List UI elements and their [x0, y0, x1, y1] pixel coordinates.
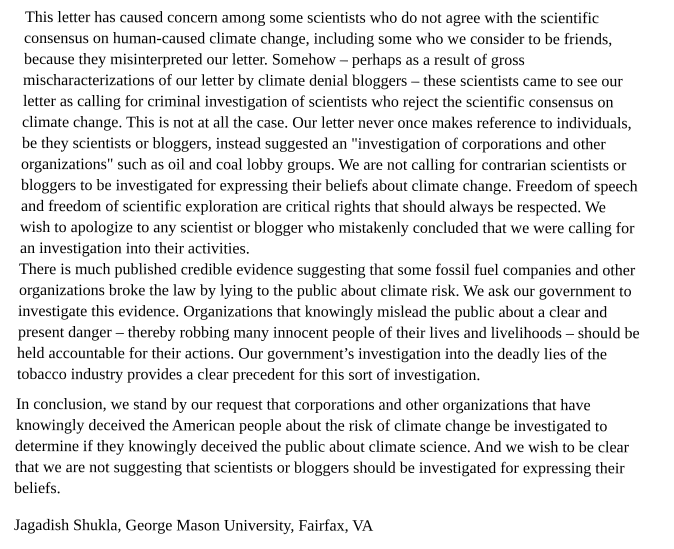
text-line: determine if they knowingly deceived the public about climate science. And we wish to be clear [14, 438, 630, 457]
text-line: This letter has caused concern among some scientists who do not agree with the scientific [24, 8, 600, 28]
text-line: that we are not suggesting that scientists or bloggers should be investigated for expressing their [14, 459, 625, 478]
text-line: organizations" such as oil and coal lobby groups. We are not calling for contrarian scientists or [20, 156, 627, 175]
text-line: letter as calling for criminal investigation of scientists who reject the scientific consensus on [22, 92, 614, 112]
text-line: knowingly deceived the American people about the risk of climate change be investigated to [15, 417, 608, 436]
text-line: and freedom of scientific exploration are critical rights that should always be respected. We [20, 198, 606, 217]
text-line: organizations broke the law by lying to the public about climate risk. We ask our government to [18, 282, 632, 301]
text-line: consensus on human-caused climate change, including some who we consider to be friends, [23, 29, 613, 49]
text-line: held accountable for their actions. Our government’s investigation into the deadly lies of the [16, 345, 608, 364]
text-line: climate change. This is not at all the case. Our letter never once makes reference to individuals, [21, 113, 632, 133]
text-line: beliefs. [13, 480, 61, 498]
text-line: investigate this evidence. Organizations that knowingly mislead the public about a clear and [17, 303, 608, 322]
text-line: present danger – thereby robbing many innocent people of their lives and livelihoods – should be [17, 324, 640, 343]
text-line: mischaracterizations of our letter by climate denial bloggers – these scientists came to see our [22, 71, 623, 91]
text-line: In conclusion, we stand by our request that corporations and other organizations that have [15, 396, 591, 415]
text-line: bloggers to be investigated for expressing their beliefs about climate change. Freedom of speech [20, 177, 638, 196]
signature: Jagadish Shukla, George Mason University, Fairfax, VA [13, 517, 374, 535]
text-line: because they misinterpreted our letter. Somehow – perhaps as a result of gross [23, 50, 525, 70]
text-line: be they scientists or bloggers, instead suggested an "investigation of corporations and other [21, 135, 606, 154]
text-line: an investigation into their activities. [19, 240, 250, 258]
text-line: wish to apologize to any scientist or blogger who mistakenly concluded that we were calling for [19, 219, 635, 238]
text-line: tobacco industry provides a clear precedent for this sort of investigation. [16, 366, 481, 384]
text-line: There is much published credible evidence suggesting that some fossil fuel companies and other [18, 261, 636, 280]
